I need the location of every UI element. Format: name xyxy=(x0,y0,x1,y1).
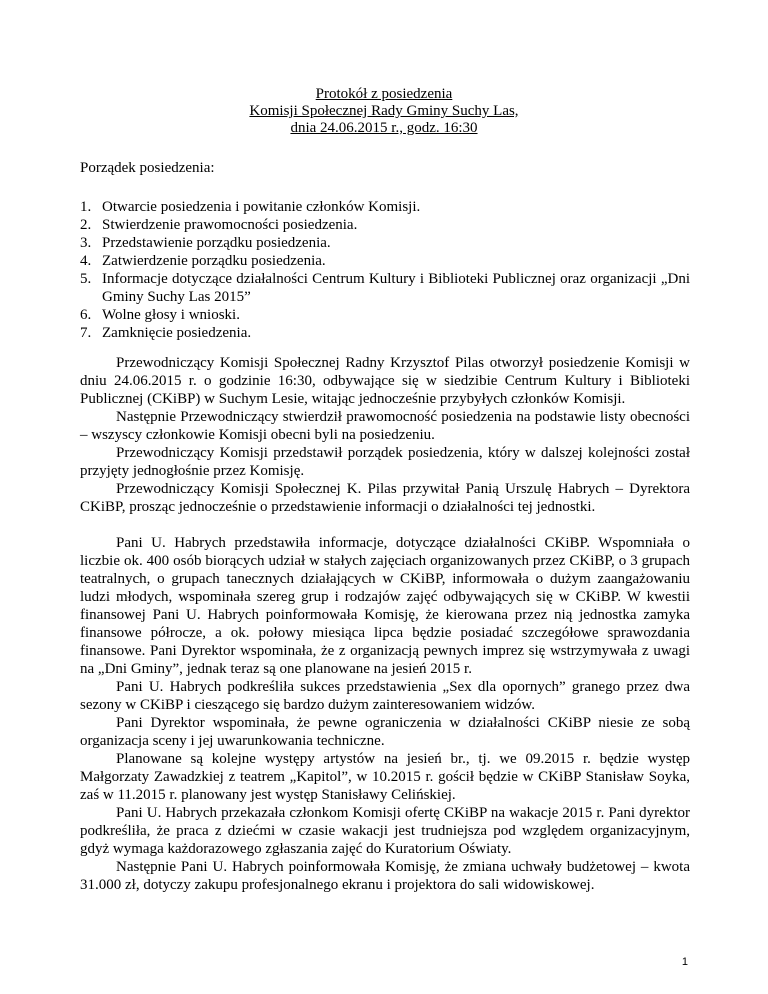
header-committee: Komisji Społecznej Rady Gminy Suchy Las, xyxy=(249,103,519,119)
agenda-item-number: 3. xyxy=(80,235,92,251)
paragraph-budget-change: Następnie Pani U. Habrych poinformowała Komisję, że zmiana uchwały budżetowej – kwota 31.000 zł, dotyczy zakupu profesjonalnego ekranu i projektora do sali widowiskowej. xyxy=(80,859,690,893)
agenda-item-text: Informacje dotyczące działalności Centrum Kultury i Biblioteki Publicznej oraz organizacji „Dni Gminy Suchy Las 2015” xyxy=(102,271,690,305)
agenda-item-number: 2. xyxy=(80,217,92,233)
header-title: Protokół z posiedzenia xyxy=(315,86,453,102)
paragraph-holiday-offer: Pani U. Habrych przekazała członkom Komisji ofertę CKiBP na wakacje 2015 r. Pani dyrektor podkreśliła, że praca z dziećmi w czasie wakacji jest trudniejsza pod względem organizacyjnym, gdyż wymaga każdorazowego zgłaszania zajęć do Kuratorium Oświaty. xyxy=(80,805,690,857)
agenda-list xyxy=(80,198,690,342)
paragraph-quorum: Następnie Przewodniczący stwierdził prawomocność posiedzenia na podstawie listy obecności – wszyscy członkowie Komisji obecni byli na posiedzeniu. xyxy=(80,409,690,443)
minutes-body xyxy=(80,354,690,894)
agenda-item-number: 1. xyxy=(80,199,92,215)
agenda-item-number: 7. xyxy=(80,325,92,341)
paragraph-director-welcome: Przewodniczący Komisji Społecznej K. Pilas przywitał Panią Urszulę Habrych – Dyrektora CKiBP, prosząc jednocześnie o przedstawienie informacji o działalności tej jednostki. xyxy=(80,481,690,515)
agenda-item xyxy=(80,216,690,234)
header-date: dnia 24.06.2015 r., godz. 16:30 xyxy=(290,120,478,136)
agenda-item-number: 4. xyxy=(80,253,92,269)
agenda-item-text: Otwarcie posiedzenia i powitanie członków Komisji. xyxy=(102,199,421,215)
agenda-item-text: Przedstawienie porządku posiedzenia. xyxy=(102,235,331,251)
agenda-item-text: Wolne głosy i wnioski. xyxy=(102,307,240,323)
paragraph-planned-shows: Planowane są kolejne występy artystów na jesień br., tj. we 09.2015 r. będzie występ Małgorzaty Zawadzkiej z teatrem „Kapitol”, w 10.2015 r. gościł będzie w CKiBP Stanisław Soyka, zaś w 11.2015 r. planowany jest występ Stanisławy Celińskiej. xyxy=(80,751,690,803)
agenda-item-text: Zatwierdzenie porządku posiedzenia. xyxy=(102,253,326,269)
page-number: 1 xyxy=(681,956,688,968)
agenda-item xyxy=(80,324,690,342)
agenda-item-number: 6. xyxy=(80,307,92,323)
paragraph-opening: Przewodniczący Komisji Społecznej Radny Krzysztof Pilas otworzył posiedzenie Komisji w dniu 24.06.2015 r. o godzinie 16:30, odbywające się w siedzibie Centrum Kultury i Biblioteki Publicznej (CKiBP) w Suchym Lesie, witając jednocześnie przybyłych członków Komisji. xyxy=(80,355,690,407)
agenda-item-text: Stwierdzenie prawomocności posiedzenia. xyxy=(102,217,358,233)
agenda-item-number: 5. xyxy=(80,271,92,287)
paragraph-performance-success: Pani U. Habrych podkreśliła sukces przedstawienia „Sex dla opornych” granego przez dwa sezony w CKiBP i cieszącego się bardzo dużym zainteresowaniem widzów. xyxy=(80,679,690,713)
paragraph-activity-report: Pani U. Habrych przedstawiła informacje, dotyczące działalności CKiBP. Wspomniała o liczbie ok. 400 osób biorących udział w stałych zajęciach organizowanych przez CKiBP, o 3 grupach teatralnych, o grupach tanecznych działających w CKiBP, informowała o dużym zaangażowaniu ludzi młodych, wspominała szereg grup i rodzajów zajęć odbywających się w CKiBP. W kwestii finansowej Pani U. Habrych poinformowała Komisję, że kierowana przez nią jednostka zamyka finansowe półrocze, a ok. połowy miesiąca lipca będzie posiadać szczegółowe sprawozdania finansowe. Pani Dyrektor wspominała, że z organizacją pewnych imprez się wstrzymywała z uwagi na „Dni Gminy”, jednak teraz są one planowane na jesień 2015 r. xyxy=(80,535,690,677)
document-header xyxy=(0,86,768,137)
agenda-item xyxy=(80,270,690,306)
agenda-title: Porządek posiedzenia: xyxy=(80,160,215,176)
agenda-item xyxy=(80,252,690,270)
agenda-item xyxy=(80,234,690,252)
paragraph-stage-limitations: Pani Dyrektor wspominała, że pewne ograniczenia w działalności CKiBP niesie ze sobą organizacja sceny i jej uwarunkowania techniczne. xyxy=(80,715,690,749)
paragraph-agenda-adopted: Przewodniczący Komisji przedstawił porządek posiedzenia, który w dalszej kolejności został przyjęty jednogłośnie przez Komisję. xyxy=(80,445,690,479)
agenda-item xyxy=(80,198,690,216)
agenda-item xyxy=(80,306,690,324)
agenda-item-text: Zamknięcie posiedzenia. xyxy=(102,325,252,341)
